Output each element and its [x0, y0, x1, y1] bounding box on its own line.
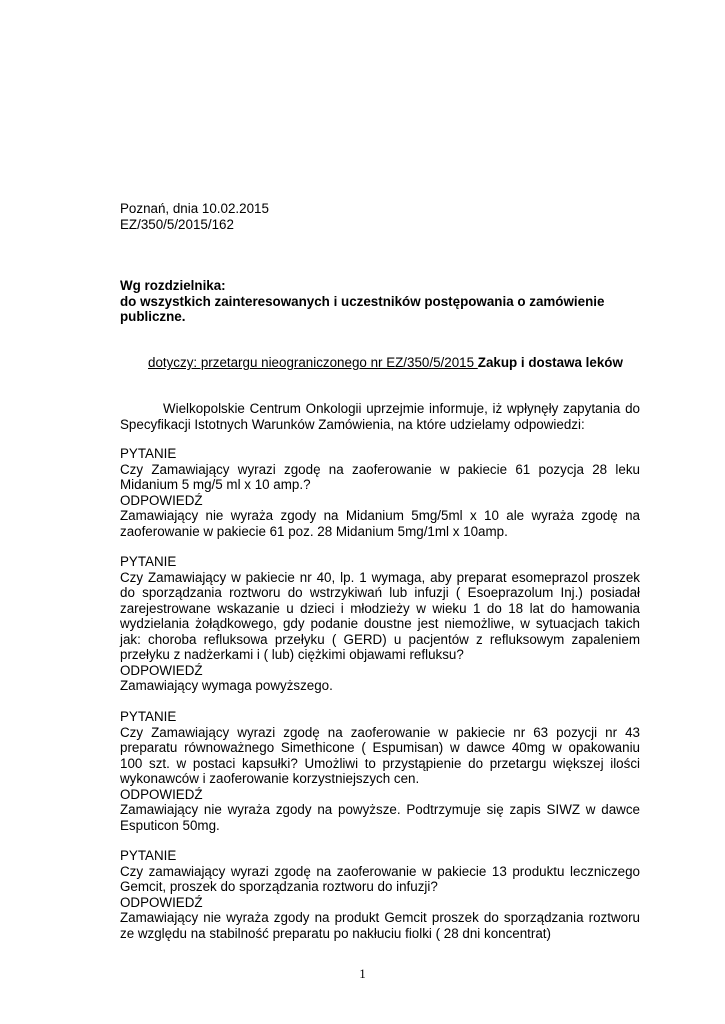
- question-line: przełyku z nadżerkami i ( lub) ciężkimi objawami refluksu?: [120, 647, 464, 662]
- answer-line: Zamawiający nie wyraża zgody na powyższe. Podtrzymuje się zapis SIWZ w dawce: [120, 802, 640, 817]
- question-line: wykonawców i zaoferowanie korzystniejszych cen.: [120, 771, 420, 786]
- qa-item-2: [120, 554, 640, 694]
- recipient-block: [120, 278, 640, 325]
- question-label: PYTANIE: [120, 848, 177, 863]
- subject-title: Zakup i dostawa leków: [477, 355, 623, 370]
- answer-line: zaoferowanie w pakiecie 61 poz. 28 Midanium 5mg/1ml x 10amp.: [120, 523, 508, 539]
- question-label: PYTANIE: [120, 709, 177, 724]
- answer-label: ODPOWIEDŹ: [120, 894, 203, 910]
- recipient-line-3: publiczne.: [120, 309, 186, 324]
- question-line: Czy zamawiający wyrazi zgodę na zaoferowanie w pakiecie 13 produktu leczniczego: [120, 863, 640, 879]
- subject-line: [148, 355, 648, 371]
- answer-line: Zamawiający nie wyraża zgody na produkt Gemcit proszek do sporządzania roztworu: [120, 910, 640, 925]
- answer-label: ODPOWIEDŹ: [120, 786, 203, 802]
- recipient-line-2: do wszystkich zainteresowanych i uczestników postępowania o zamówienie: [120, 293, 605, 309]
- question-label: PYTANIE: [120, 446, 177, 461]
- question-line: 100 szt. w postaci kapsułki? Umożliwi to przystąpienie do przetargu większej ilości: [120, 755, 640, 771]
- question-line: Czy Zamawiający wyrazi zgodę na zaoferowanie w pakiecie nr 63 pozycji nr 43: [120, 724, 640, 740]
- place-date: Poznań, dnia 10.02.2015: [120, 201, 269, 216]
- qa-item-3: [120, 709, 640, 833]
- question-line: Midanium 5 mg/5 ml x 10 amp.?: [120, 477, 311, 492]
- answer-label: ODPOWIEDŹ: [120, 492, 203, 508]
- question-line: preparatu równoważnego Simethicone ( Espumisan) w dawce 40mg w opakowaniu: [120, 740, 640, 755]
- question-line: Gemcit, proszek do sporządzania roztworu do infuzji?: [120, 879, 438, 894]
- recipient-line-1: Wg rozdzielnika:: [120, 278, 226, 293]
- question-line: wydzielania żołądkowego, gdy podanie doustne jest niemożliwe, w sytuacjach takich: [120, 616, 640, 631]
- question-line: Czy Zamawiający w pakiecie nr 40, lp. 1 wymaga, aby preparat esomeprazol proszek: [120, 569, 640, 585]
- question-line: jak: choroba refluksowa przełyku ( GERD) u pacjentów z refluksowym zapaleniem: [120, 631, 640, 647]
- letter-header: [120, 201, 640, 232]
- qa-item-1: [120, 446, 640, 539]
- answer-line: Esputicon 50mg.: [120, 817, 220, 833]
- page-number: 1: [359, 966, 366, 981]
- answer-label: ODPOWIEDŹ: [120, 662, 203, 678]
- answer-line: ze względu na stabilność preparatu po nakłuciu fiolki ( 28 dni koncentrat): [120, 925, 551, 941]
- subject-reference: dotyczy: przetargu nieograniczonego nr EZ/350/5/2015: [148, 355, 478, 370]
- answer-line: Zamawiający nie wyraża zgody na Midanium 5mg/5ml x 10 ale wyraża zgodę na: [120, 508, 640, 523]
- intro-line-1: Wielkopolskie Centrum Onkologii uprzejmie informuje, iż wpłynęły zapytania do: [163, 401, 640, 416]
- reference-number: EZ/350/5/2015/162: [120, 216, 234, 232]
- question-line: do sporządzania roztworu do wstrzykiwań lub infuzji ( Esoeprazolum Inj.) posiadał: [120, 585, 640, 600]
- question-label: PYTANIE: [120, 554, 177, 569]
- intro-paragraph: [120, 401, 640, 432]
- answer-line: Zamawiający wymaga powyższego.: [120, 678, 333, 693]
- question-line: zarejestrowane wskazanie u dzieci i młodzieży w wieku 1 do 18 lat do hamowania: [120, 600, 640, 616]
- question-line: Czy Zamawiający wyrazi zgodę na zaoferowanie w pakiecie 61 pozycja 28 leku: [120, 461, 640, 477]
- intro-line-2: Specyfikacji Istotnych Warunków Zamówienia, na które udzielamy odpowiedzi:: [120, 416, 585, 432]
- qa-item-4: [120, 848, 640, 941]
